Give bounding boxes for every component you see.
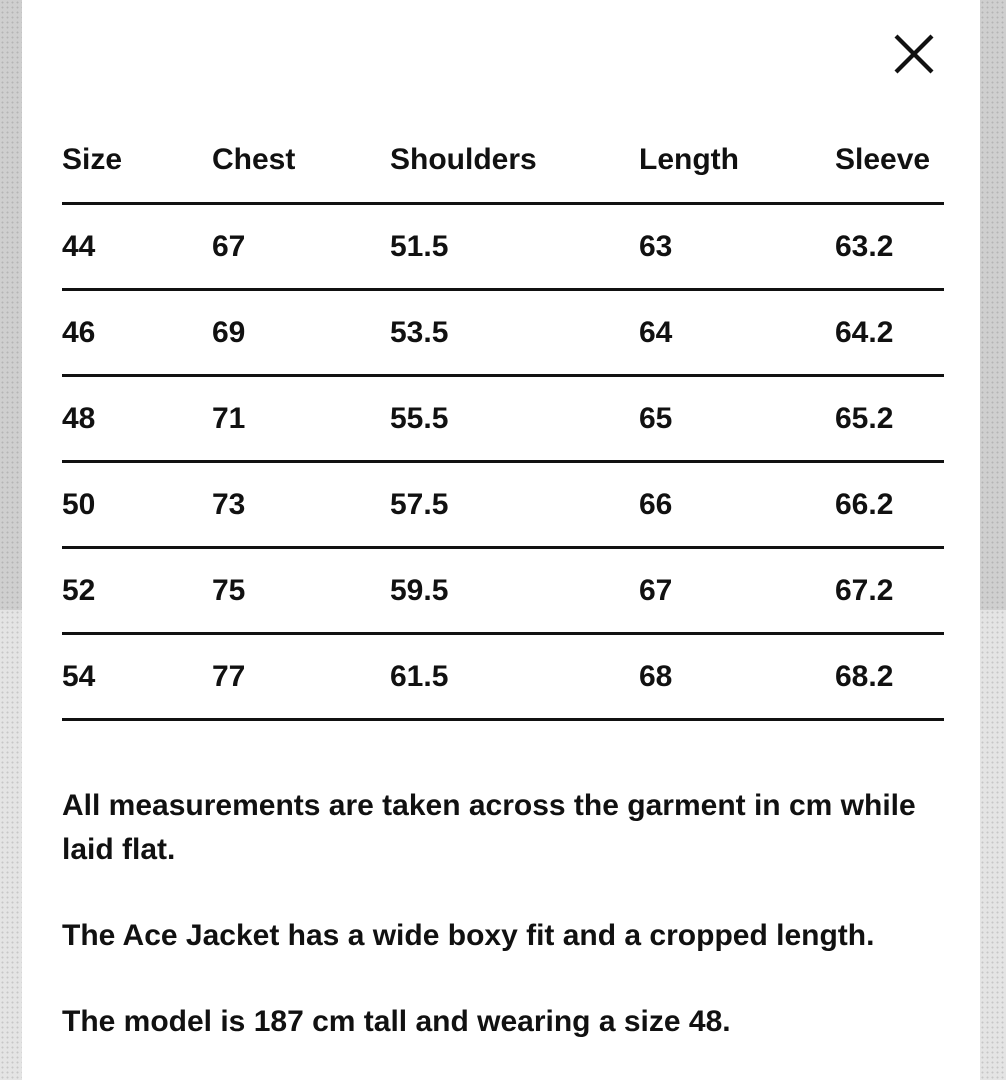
measurement-note: All measurements are taken across the garment in cm while laid flat.	[62, 789, 916, 866]
cell-length: 63	[639, 204, 835, 290]
cell-chest: 67	[212, 204, 390, 290]
fit-note: The Ace Jacket has a wide boxy fit and a cropped length.	[62, 919, 875, 952]
cell-size: 44	[62, 204, 212, 290]
table-row	[62, 634, 944, 720]
cell-size: 48	[62, 376, 212, 462]
cell-size: 54	[62, 634, 212, 720]
cell-sleeve: 64.2	[835, 290, 944, 376]
cell-sleeve: 68.2	[835, 634, 944, 720]
cell-shoulders: 51.5	[390, 204, 639, 290]
header-chest: Chest	[212, 118, 390, 204]
table-header-row	[62, 118, 944, 204]
table-row	[62, 548, 944, 634]
cell-chest: 75	[212, 548, 390, 634]
cell-shoulders: 61.5	[390, 634, 639, 720]
close-button[interactable]	[890, 30, 938, 78]
header-length: Length	[639, 118, 835, 204]
cell-sleeve: 65.2	[835, 376, 944, 462]
header-sleeve: Sleeve	[835, 118, 944, 204]
cell-size: 50	[62, 462, 212, 548]
cell-shoulders: 57.5	[390, 462, 639, 548]
cell-shoulders: 59.5	[390, 548, 639, 634]
header-size: Size	[62, 118, 212, 204]
size-guide-notes	[62, 784, 952, 1080]
cell-shoulders: 55.5	[390, 376, 639, 462]
close-icon	[890, 30, 938, 78]
cell-length: 67	[639, 548, 835, 634]
cell-shoulders: 53.5	[390, 290, 639, 376]
table-row	[62, 290, 944, 376]
cell-sleeve: 63.2	[835, 204, 944, 290]
model-note: The model is 187 cm tall and wearing a size 48.	[62, 1005, 731, 1038]
table-row	[62, 376, 944, 462]
header-shoulders: Shoulders	[390, 118, 639, 204]
cell-length: 66	[639, 462, 835, 548]
cell-sleeve: 67.2	[835, 548, 944, 634]
cell-chest: 69	[212, 290, 390, 376]
size-guide-modal	[22, 0, 980, 1080]
cell-length: 64	[639, 290, 835, 376]
cell-length: 68	[639, 634, 835, 720]
cell-sleeve: 66.2	[835, 462, 944, 548]
cell-chest: 73	[212, 462, 390, 548]
cell-length: 65	[639, 376, 835, 462]
cell-chest: 77	[212, 634, 390, 720]
cell-size: 46	[62, 290, 212, 376]
cell-size: 52	[62, 548, 212, 634]
cell-chest: 71	[212, 376, 390, 462]
table-row	[62, 462, 944, 548]
table-row	[62, 204, 944, 290]
size-chart-table	[62, 118, 944, 721]
